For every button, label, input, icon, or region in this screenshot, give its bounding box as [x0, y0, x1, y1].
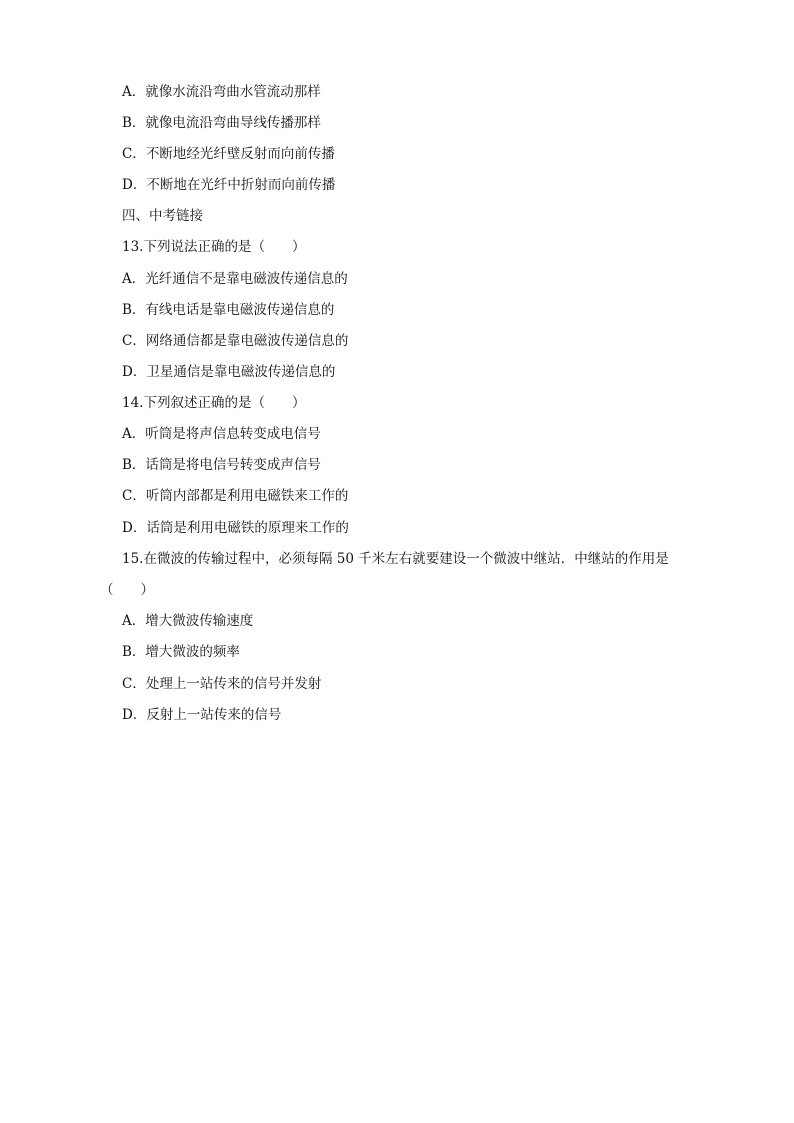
prev-option-d: D．不断地在光纤中折射而向前传播 — [122, 177, 336, 193]
question-15-option-c: C．处理上一站传来的信号并发射 — [122, 676, 322, 692]
prev-option-a: A．就像水流沿弯曲水管流动那样 — [122, 84, 321, 100]
question-13-option-c: C．网络通信都是靠电磁波传递信息的 — [122, 333, 349, 349]
question-15-option-a: A．增大微波传输速度 — [122, 613, 254, 629]
section-heading: 四、中考链接 — [122, 208, 203, 224]
question-13-option-b: B．有线电话是靠电磁波传递信息的 — [122, 302, 335, 318]
prev-option-b: B．就像电流沿弯曲导线传播那样 — [122, 115, 321, 131]
question-15-stem: 15.在微波的传输过程中，必须每隔 50 千米左右就要建设一个微波中继站．中继站的作用是 — [122, 551, 669, 567]
question-15-stem-continued: （ ） — [100, 582, 154, 598]
question-13-option-d: D．卫星通信是靠电磁波传递信息的 — [122, 364, 336, 380]
question-15-option-d: D．反射上一站传来的信号 — [122, 707, 282, 723]
question-13-stem: 13.下列说法正确的是（ ） — [122, 239, 306, 255]
question-15-option-b: B．增大微波的频率 — [122, 644, 240, 660]
prev-option-c: C．不断地经光纤壁反射而向前传播 — [122, 146, 335, 162]
question-14-option-c: C．听筒内部都是利用电磁铁来工作的 — [122, 488, 349, 504]
question-14-stem: 14.下列叙述正确的是（ ） — [122, 395, 306, 411]
question-13-option-a: A．光纤通信不是靠电磁波传递信息的 — [122, 271, 348, 287]
question-14-option-b: B．话筒是将电信号转变成声信号 — [122, 457, 321, 473]
question-14-option-a: A．听筒是将声信息转变成电信号 — [122, 426, 321, 442]
question-14-option-d: D．话筒是利用电磁铁的原理来工作的 — [122, 520, 349, 536]
